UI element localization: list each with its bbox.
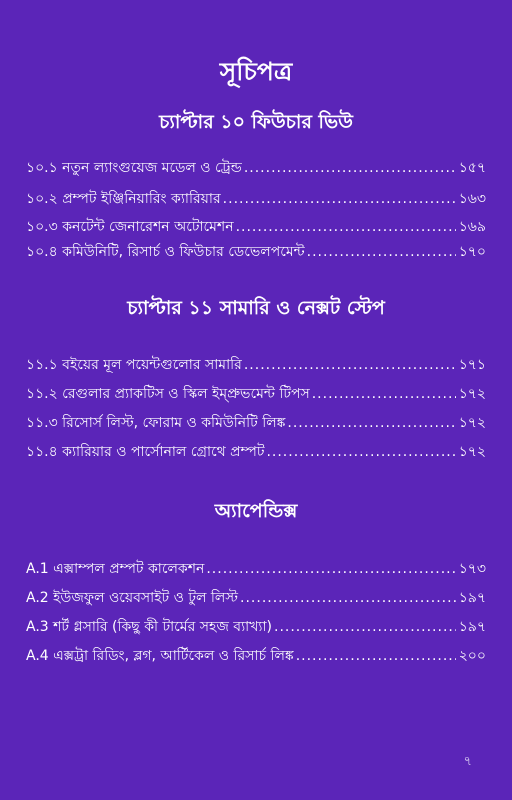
toc-list-chapter-10 xyxy=(26,159,486,261)
toc-entry-label: ১০.২ প্রম্পট ইঞ্জিনিয়ারিং ক্যারিয়ার xyxy=(26,191,221,207)
section-title-appendix: অ্যাপেন্ডিক্স xyxy=(214,500,298,522)
toc-entry-page: ২০০ xyxy=(458,648,486,664)
toc-entry[interactable] xyxy=(26,356,486,374)
toc-entry[interactable] xyxy=(26,190,486,208)
toc-entry-page: ১৯৭ xyxy=(458,590,486,606)
dot-leader xyxy=(312,385,456,403)
toc-entry-page: ১৬৩ xyxy=(458,191,486,207)
toc-entry[interactable] xyxy=(26,443,486,461)
toc-entry-label: A.1 এক্সাম্পল প্রম্পট কালেকশন xyxy=(26,561,205,577)
dot-leader xyxy=(287,414,455,432)
toc-list-chapter-11 xyxy=(26,356,486,461)
dot-leader xyxy=(206,560,455,578)
toc-entry[interactable] xyxy=(26,589,486,607)
page-title: সূচিপত্র xyxy=(219,57,293,86)
toc-entry-label: ১০.১ নতুন ল্যাংগুয়েজ মডেল ও ট্রেন্ড xyxy=(26,160,242,176)
toc-entry-page: ১৬৯ xyxy=(458,219,486,235)
toc-entry[interactable] xyxy=(26,159,486,177)
dot-leader xyxy=(296,647,456,665)
toc-entry-label: A.3 শর্ট গ্লসারি (কিছু কী টার্মের সহজ ব্যাখ্যা) xyxy=(26,619,272,635)
toc-entry-label: ১১.৩ রিসোর্স লিস্ট, ফোরাম ও কমিউনিটি লিঙ্ক xyxy=(26,415,286,431)
toc-entry-page: ১৭৩ xyxy=(458,561,486,577)
toc-entry[interactable] xyxy=(26,243,486,261)
toc-entry[interactable] xyxy=(26,647,486,665)
toc-entry[interactable] xyxy=(26,385,486,403)
toc-entry[interactable] xyxy=(26,560,486,578)
toc-entry-label: ১০.৪ কমিউনিটি, রিসার্চ ও ফিউচার ডেভেলপমেন্ট xyxy=(26,244,305,260)
toc-entry[interactable] xyxy=(26,618,486,636)
toc-entry-page: ১৭১ xyxy=(458,357,486,373)
toc-entry-label: A.4 এক্সট্রা রিডিং, ব্লগ, আর্টিকেল ও রিসার্চ লিঙ্ক xyxy=(26,648,294,664)
section-title-chapter-11: চ্যাপ্টার ১১ সামারি ও নেক্সট স্টেপ xyxy=(127,297,385,319)
dot-leader xyxy=(244,356,456,374)
toc-entry[interactable] xyxy=(26,414,486,432)
dot-leader xyxy=(240,589,456,607)
toc-entry-page: ১৭২ xyxy=(458,386,486,402)
toc-entry-label: ১০.৩ কনটেন্ট জেনারেশন অটোমেশন xyxy=(26,219,234,235)
toc-entry[interactable] xyxy=(26,218,486,236)
toc-entry-label: ১১.৪ ক্যারিয়ার ও পার্সোনাল গ্রোথে প্রম্পট xyxy=(26,444,265,460)
toc-entry-page: ১৭০ xyxy=(458,244,486,260)
dot-leader xyxy=(274,618,456,636)
dot-leader xyxy=(223,190,456,208)
toc-entry-page: ১৫৭ xyxy=(458,160,486,176)
toc-entry-label: ১১.২ রেগুলার প্র্যাকটিস ও স্কিল ইম্প্রুভমেন্ট টিপস xyxy=(26,386,310,402)
dot-leader xyxy=(244,159,456,177)
toc-entry-page: ১৯৭ xyxy=(458,619,486,635)
toc-entry-page: ১৭২ xyxy=(458,415,486,431)
toc-list-appendix xyxy=(26,560,486,665)
section-title-chapter-10: চ্যাপ্টার ১০ ফিউচার ভিউ xyxy=(159,111,353,133)
toc-entry-page: ১৭২ xyxy=(458,444,486,460)
toc-entry-label: ১১.১ বইয়ের মূল পয়েন্টগুলোর সামারি xyxy=(26,357,242,373)
dot-leader xyxy=(307,243,456,261)
dot-leader xyxy=(266,443,455,461)
page-number: ৭ xyxy=(463,754,472,769)
toc-entry-label: A.2 ইউজফুল ওয়েবসাইট ও টুল লিস্ট xyxy=(26,590,239,606)
dot-leader xyxy=(236,218,456,236)
